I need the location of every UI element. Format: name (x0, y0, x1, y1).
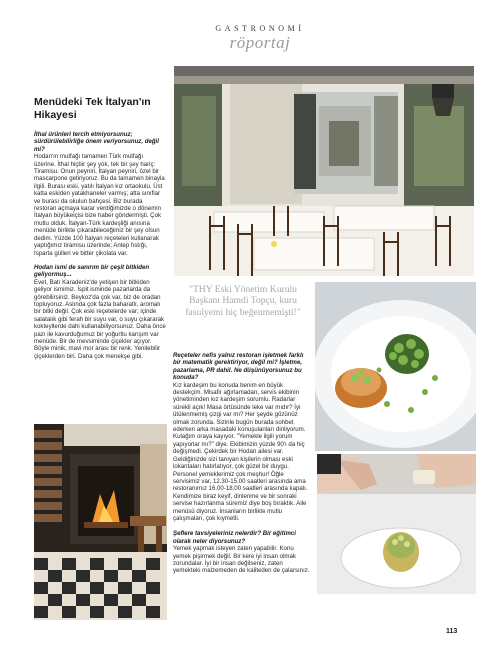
left-column (34, 96, 166, 367)
page-number: 113 (446, 628, 458, 635)
answer-4: Yemek yapmak isteyen zaten yapabilir. Konu yemek pişirmek değil. Bir kere iyi insan olmak zorundalar. İyi bir insan değilseniz, zaten yemekteki malzemeden de kaliteden de çalarsınız. (173, 545, 310, 575)
fireplace-photo (34, 424, 167, 620)
chef-plating-photo (317, 454, 476, 620)
subsection-label: röportaj (229, 33, 291, 52)
answer-2: Evet, Batı Karadeniz'de yetişen bir bitkiden geliyor ismimiz. İspit isminde pazarlarda da görebilirsiniz. Beykoz'da çok var, biz de oradan topluyoruz. Aslında çok fazla baharatlı, aromalı bir bitki değil. Çok eski reçetelerde var; içinde salatalık gibi ferah bir suyu var, o suyu çıkararak kokteyllerde dahi kullanabiliyorsunuz. Daha önce pazı ile kavurduğumuz bir yoğurtlu karışım var menüde. Bir de mevsiminde çiçekler açıyor. Böyle minik, mavi mor arası bir renk. Yenilebilir çiçeklerden biri. Daha çok menekşe gibi. (34, 278, 166, 360)
pull-quote: "THY Eski Yönetim Kurulu Başkanı Hamdi Topçu, kuru fasulyemi hiç beğenmemişti!" (185, 284, 301, 318)
salad-plate-photo (315, 282, 476, 451)
middle-column (173, 352, 311, 583)
answer-1: Hodan'ın mutfağı tamamen Türk mutfağı üzerine. İthal hiçbir şey yok, tek bir şey hariç: Tiramisu. Onun peyniri, İtalyan peyniri, özel bir mascarpone getiriyoruz. Bu da tamamen binayla ilgili. Burası eski, yatılı İtalyan kız ortaokulu. Üst katta eskiden yatakhaneler varmış; atta sınıflar ve burası da okulun bahçesi. Biz burada restoran açmaya karar verdiğimizde o dönemin İtalyan büyükelçisi bize haber göndermişti. Çok mutlu olduk. İtalyan-Türk kardeşliği anısına menüde birlikte çıkarabileceğimiz bir şey olsun dedim. Yüzde 100 İtalyan reçeteleri kullanarak yaptığımız tiramisu üzerinde; Antep fıstığı, Isparta gülleri ve bitter çikolata var. (34, 153, 165, 257)
question-3: Reçeteler nefis yalnız restoran işletmek farklı bir matematik gerektiriyor, değil mi? İşletme, pazarlama, PR dahil. Ne düşünüyorsunuz bu konuda? (173, 352, 304, 382)
question-4: Şeflere tavsiyeleriniz nelerdir? Bir eğitimci olarak neler diyorsunuz? (173, 530, 296, 545)
restaurant-interior-photo (174, 66, 474, 276)
page-header (0, 24, 480, 53)
answer-3: Kız kardeşim bu konuda benim en büyük destekçim. Misafir ağırlamadan, servis ekibinin yönetiminden kız kardeşim sorumlu. Radarlar sürekli açık! Masa örtüsünde leke var mıdır? İyi ütülenmemiş çizgi var mı? Her şeyde gözünüz olmak zorunda. Sizinle bugün burada sohbet ederken arka masadaki konuşulanları dinliyorum. Kulağım oraya kayıyor. "Yemekle ilgili yorum yapıyorlar mı?" diye. Ekibimizin yüzde 90'ı da hiç değişmedi. Çekirdek bir Hodan ailesi var. Geldiğinizde sizi tanıyan kişilerin olması eski lokantaları hatırlatıyor, çok güzel bir duygu. Personel yemeklerimiz çok meşhur! Öğle servisimiz var, 12.30-15.00 saatleri arasında ama restoranımız 16.00-18.00 saatleri arasında kapalı. Kendimize biraz keyif, dinlenme ve bir sonraki servise hazırlanma süremiz diye boş bıraktık. Aile menüsü diyoruz. İnsanların birlikte mutlu çalışmaları, çok kıymetli. (173, 381, 308, 522)
article-title: Menüdeki Tek İtalyan'ın Hikayesi (34, 96, 151, 121)
section-label: GASTRONOMİ (215, 24, 305, 33)
question-1: İthal ürünleri tercih etmiyorsunuz; sürdürülebilirliğe önem veriyorsunuz, değil mi? (34, 131, 159, 153)
question-2: Hodan ismi de sanırım bir çeşit bitkiden geliyormuş... (34, 263, 150, 279)
